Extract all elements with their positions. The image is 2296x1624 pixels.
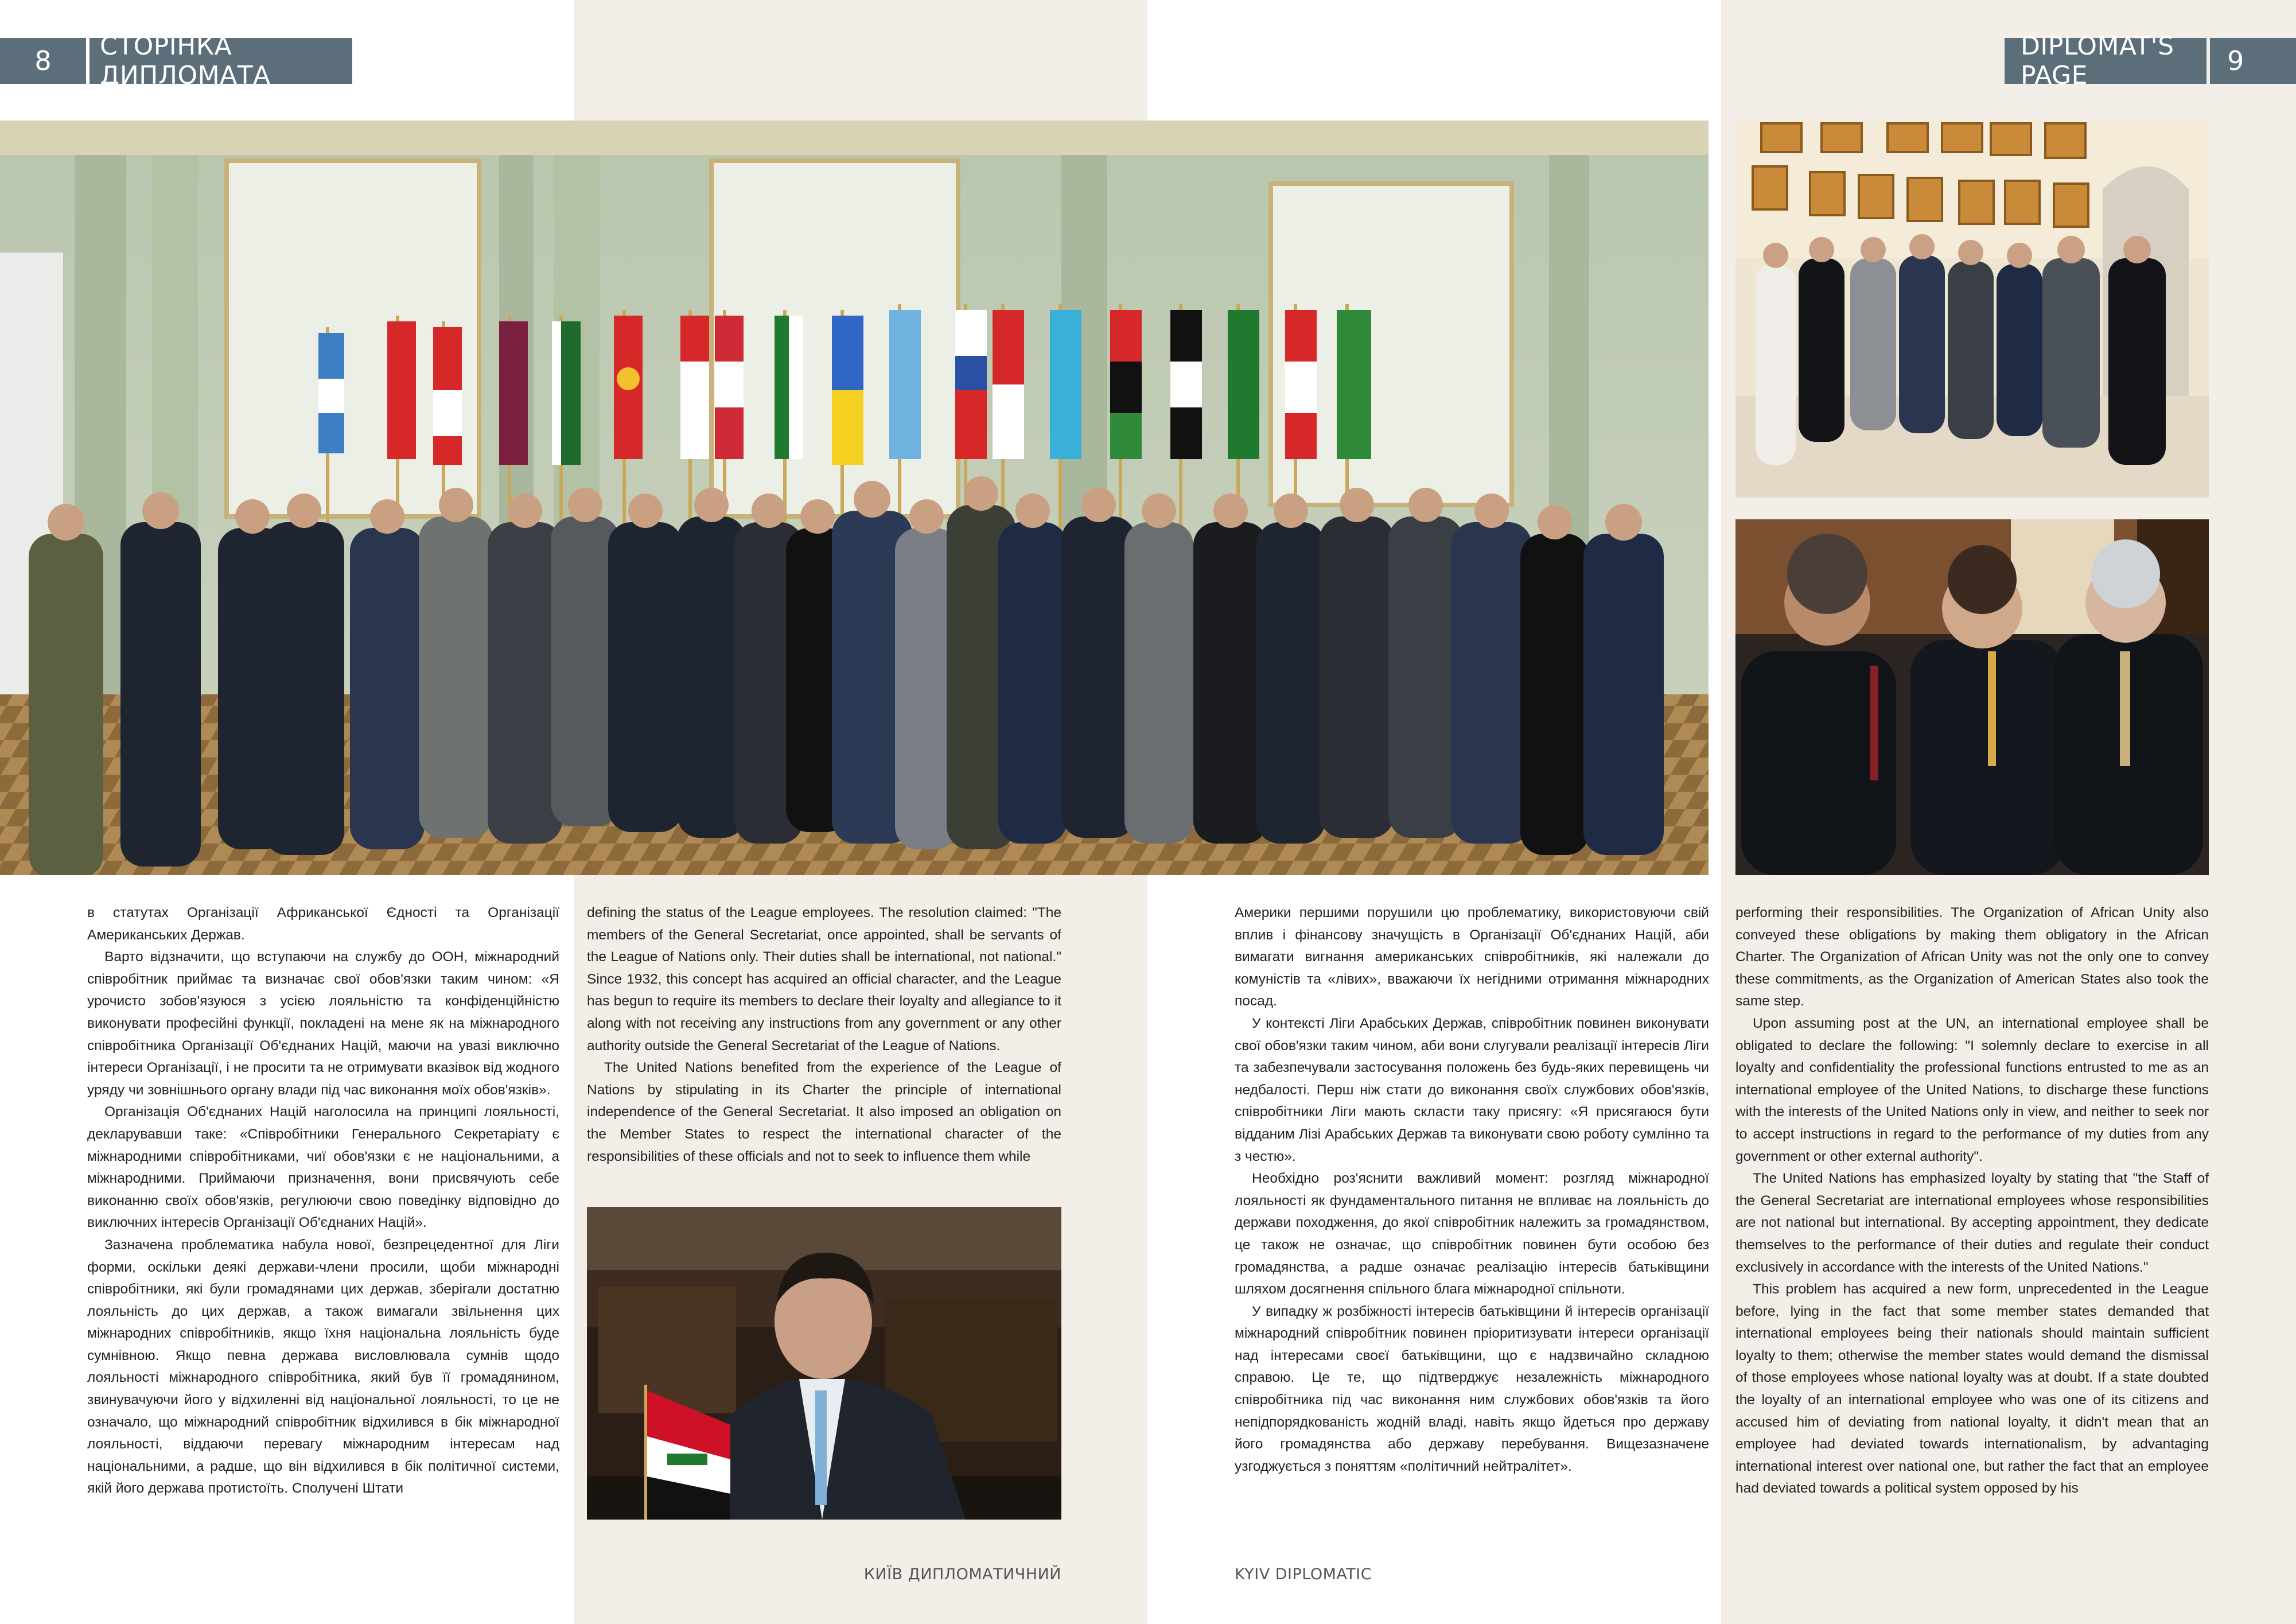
left-footer: КИЇВ ДИПЛОМАТИЧНИЙ [863, 1565, 1061, 1583]
right-section-title: DIPLOMAT'S PAGE [2005, 38, 2207, 84]
reception-photo [1735, 519, 2209, 875]
col4-paragraph: The United Nations has emphasized loyalty by stating that "the Staff of the General Secretariat are international employees whose responsibilities are not national but international. By accepting appointment, they dedicate themselves to the performance of their duties and regulate their conduct exclusively in accordance with the interests of the United Nations." [1735, 1171, 2209, 1275]
text-column-4 [1735, 902, 2209, 1500]
col2-paragraph: defining the status of the League employees. The resolution claimed: "The members of the General Secretariat, once appointed, shall be servants of the League of Nations only. Their duties shall be international, not national." Since 1932, this concept has acquired an official character, and the League has begun to require its members to declare their loyalty and allegiance to it along with not receiving any instructions from any government or any other authority outside the General Secretariat of the League of Nations. [587, 905, 1061, 1054]
col3-paragraph: У контексті Ліги Арабських Держав, співробітник повинен виконувати свої обов'язки таким чином, аби вони слугували реалізації інтересів Ліги та забезпечували застосування положень без будь-яких перевищень чи недбалості. Перш ніж стати до виконання своїх службових обов'язків, співробітники Ліги мають скласти таку присягу: «Я присягаюся бути відданим Лізі Арабських Держав та виконувати свою роботу сумлінно та з честю». [1235, 1015, 1709, 1164]
col1-paragraph: Зазначена проблематика набула нової, безпрецедентної для Ліги форми, оскільки деякі держави-члени просили, щоби міжнародні співробітники, які були громадянами цих держав, зберігали достатню лояльність до цих держав, а також вимагали звільнення цих міжнародних співробітників, якщо їхня національна лояльність буде сумнівною. Якщо певна держава висловлювала сумнів щодо лояльності міжнародного співробітника, який був її громадянином, звинувачуючи його у відхиленні від національної лояльності, то це не означало, що міжнародний співробітник відхилився в бік міжнародної лояльності, віддаючи перевагу міжнародним інтересам над національними, а радше, що він відхилився в бік політичної системи, якій його держава протистоїть. Сполучені Штати [87, 1237, 559, 1497]
col3-paragraph: Америки першими порушили цю проблематику, використовуючи свій вплив і фінансову значущість в Організації Об'єднаних Націй, аби вимагати вигнання американських співробітників, які належали до комуністів та «лівих», вважаючи їх негідними отримання міжнародних посад. [1235, 905, 1709, 1009]
col3-paragraph: Необхідно роз'яснити важливий момент: розгляд міжнародної лояльності як фундаментального питання не впливає на лояльність до держави походження, до якої співробітник належить за громадянством, це також не означає, що співробітник повинен бути особою без громадянства, а радше означає реалізацію інтересів батьківщини шляхом досягнення спільного блага міжнародної спільноти. [1235, 1171, 1709, 1297]
right-page-number: 9 [2210, 38, 2296, 84]
col1-paragraph: Варто відзначити, що вступаючи на службу до ООН, міжнародний співробітник приймає та визначає свої обов'язки таким чином: «Я урочисто зобов'язуюся з усією лояльністю та конфіденційністю виконувати професійні функції, покладені на мене як на міжнародного співробітника Організації Об'єднаних Націй, маючи на увазі виключно інтереси Організації, і не просити та не отримувати вказівок від жодного уряду чи зовнішнього органу влади під час виконання моїх обов'язків». [87, 949, 559, 1098]
emblems-wall-photo [1735, 121, 2209, 498]
left-page-number: 8 [0, 38, 86, 84]
col4-paragraph: Upon assuming post at the UN, an international employee shall be obligated to declare the following: "I solemnly declare to exercise in all loyalty and confidentiality the professional functions entrusted to me as an international employee of the United Nations, to discharge these functions with the interests of the United Nations only in view, and neither to seek nor to accept instructions in regard to the performance of my duties from any government or other external authority". [1735, 1015, 2209, 1164]
col4-paragraph: This problem has acquired a new form, unprecedented in the League before, lying in the fact that some member states demanded that international employees being their nationals should maintain sufficient loyalty to them; otherwise the member states would demand the dismissal of those employees whose national loyalty was at doubt. If a state doubted the loyalty of an international employee who was one of its citizens and accused him of deviating from national loyalty, it didn't mean that an employee had deviated towards internationalism, by advantaging international interest over national one, but rather the fact that an employee had deviated towards a political system opposed by his [1735, 1281, 2209, 1497]
text-column-3 [1235, 902, 1709, 1478]
portrait-photo [587, 1207, 1061, 1520]
col3-paragraph: У випадку ж розбіжності інтересів батьківщини й інтересів організації міжнародний співробітник повинен пріоритизувати інтереси організації над інтересами своєї батьківщини, що є надзвичайно складною справою. Це те, що підтверджує незалежність міжнародного співробітника під час виконання ним службових обов'язків та його непідпорядкованість жодній владі, навіть якщо йдеться про державу його громадянства або державу перебування. Вищезазначене узгоджується з поняттям «політичний нейтралітет». [1235, 1303, 1709, 1474]
text-column-1 [87, 902, 559, 1500]
col1-paragraph: Організація Об'єднаних Націй наголосила на принципі лояльності, декларувавши таке: «Співробітники Генерального Секретаріату є міжнародними співробітниками, чиї обов'язки є не національними, а міжнародними. Приймаючи призначення, вони присвячують себе виконанню своїх обов'язків, регулюючи свою поведінку відповідно до виключних інтересів Організації Об'єднаних Націй». [87, 1104, 559, 1231]
col4-paragraph: performing their responsibilities. The Organization of African Unity also conveyed these obligations by making them obligatory in the African Charter. The Organization of African Unity was not the only one to convey these commitments, as the Organization of American States also took the same step. [1735, 905, 2209, 1009]
main-group-photo [0, 121, 1709, 875]
right-footer: KYIV DIPLOMATIC [1235, 1565, 1372, 1583]
left-section-title: СТОРІНКА ДИПЛОМАТА [89, 38, 352, 84]
text-column-2 [587, 902, 1061, 1168]
col2-paragraph: The United Nations benefited from the experience of the League of Nations by stipulating in its Charter the principle of international independence of the General Secretariat. It also imposed an obligation on the Member States to respect the international character of the responsibilities of these officials and not to seek to influence them while [587, 1060, 1061, 1164]
col1-paragraph: в статутах Організації Африканської Єдності та Організації Американських Держав. [87, 905, 559, 943]
